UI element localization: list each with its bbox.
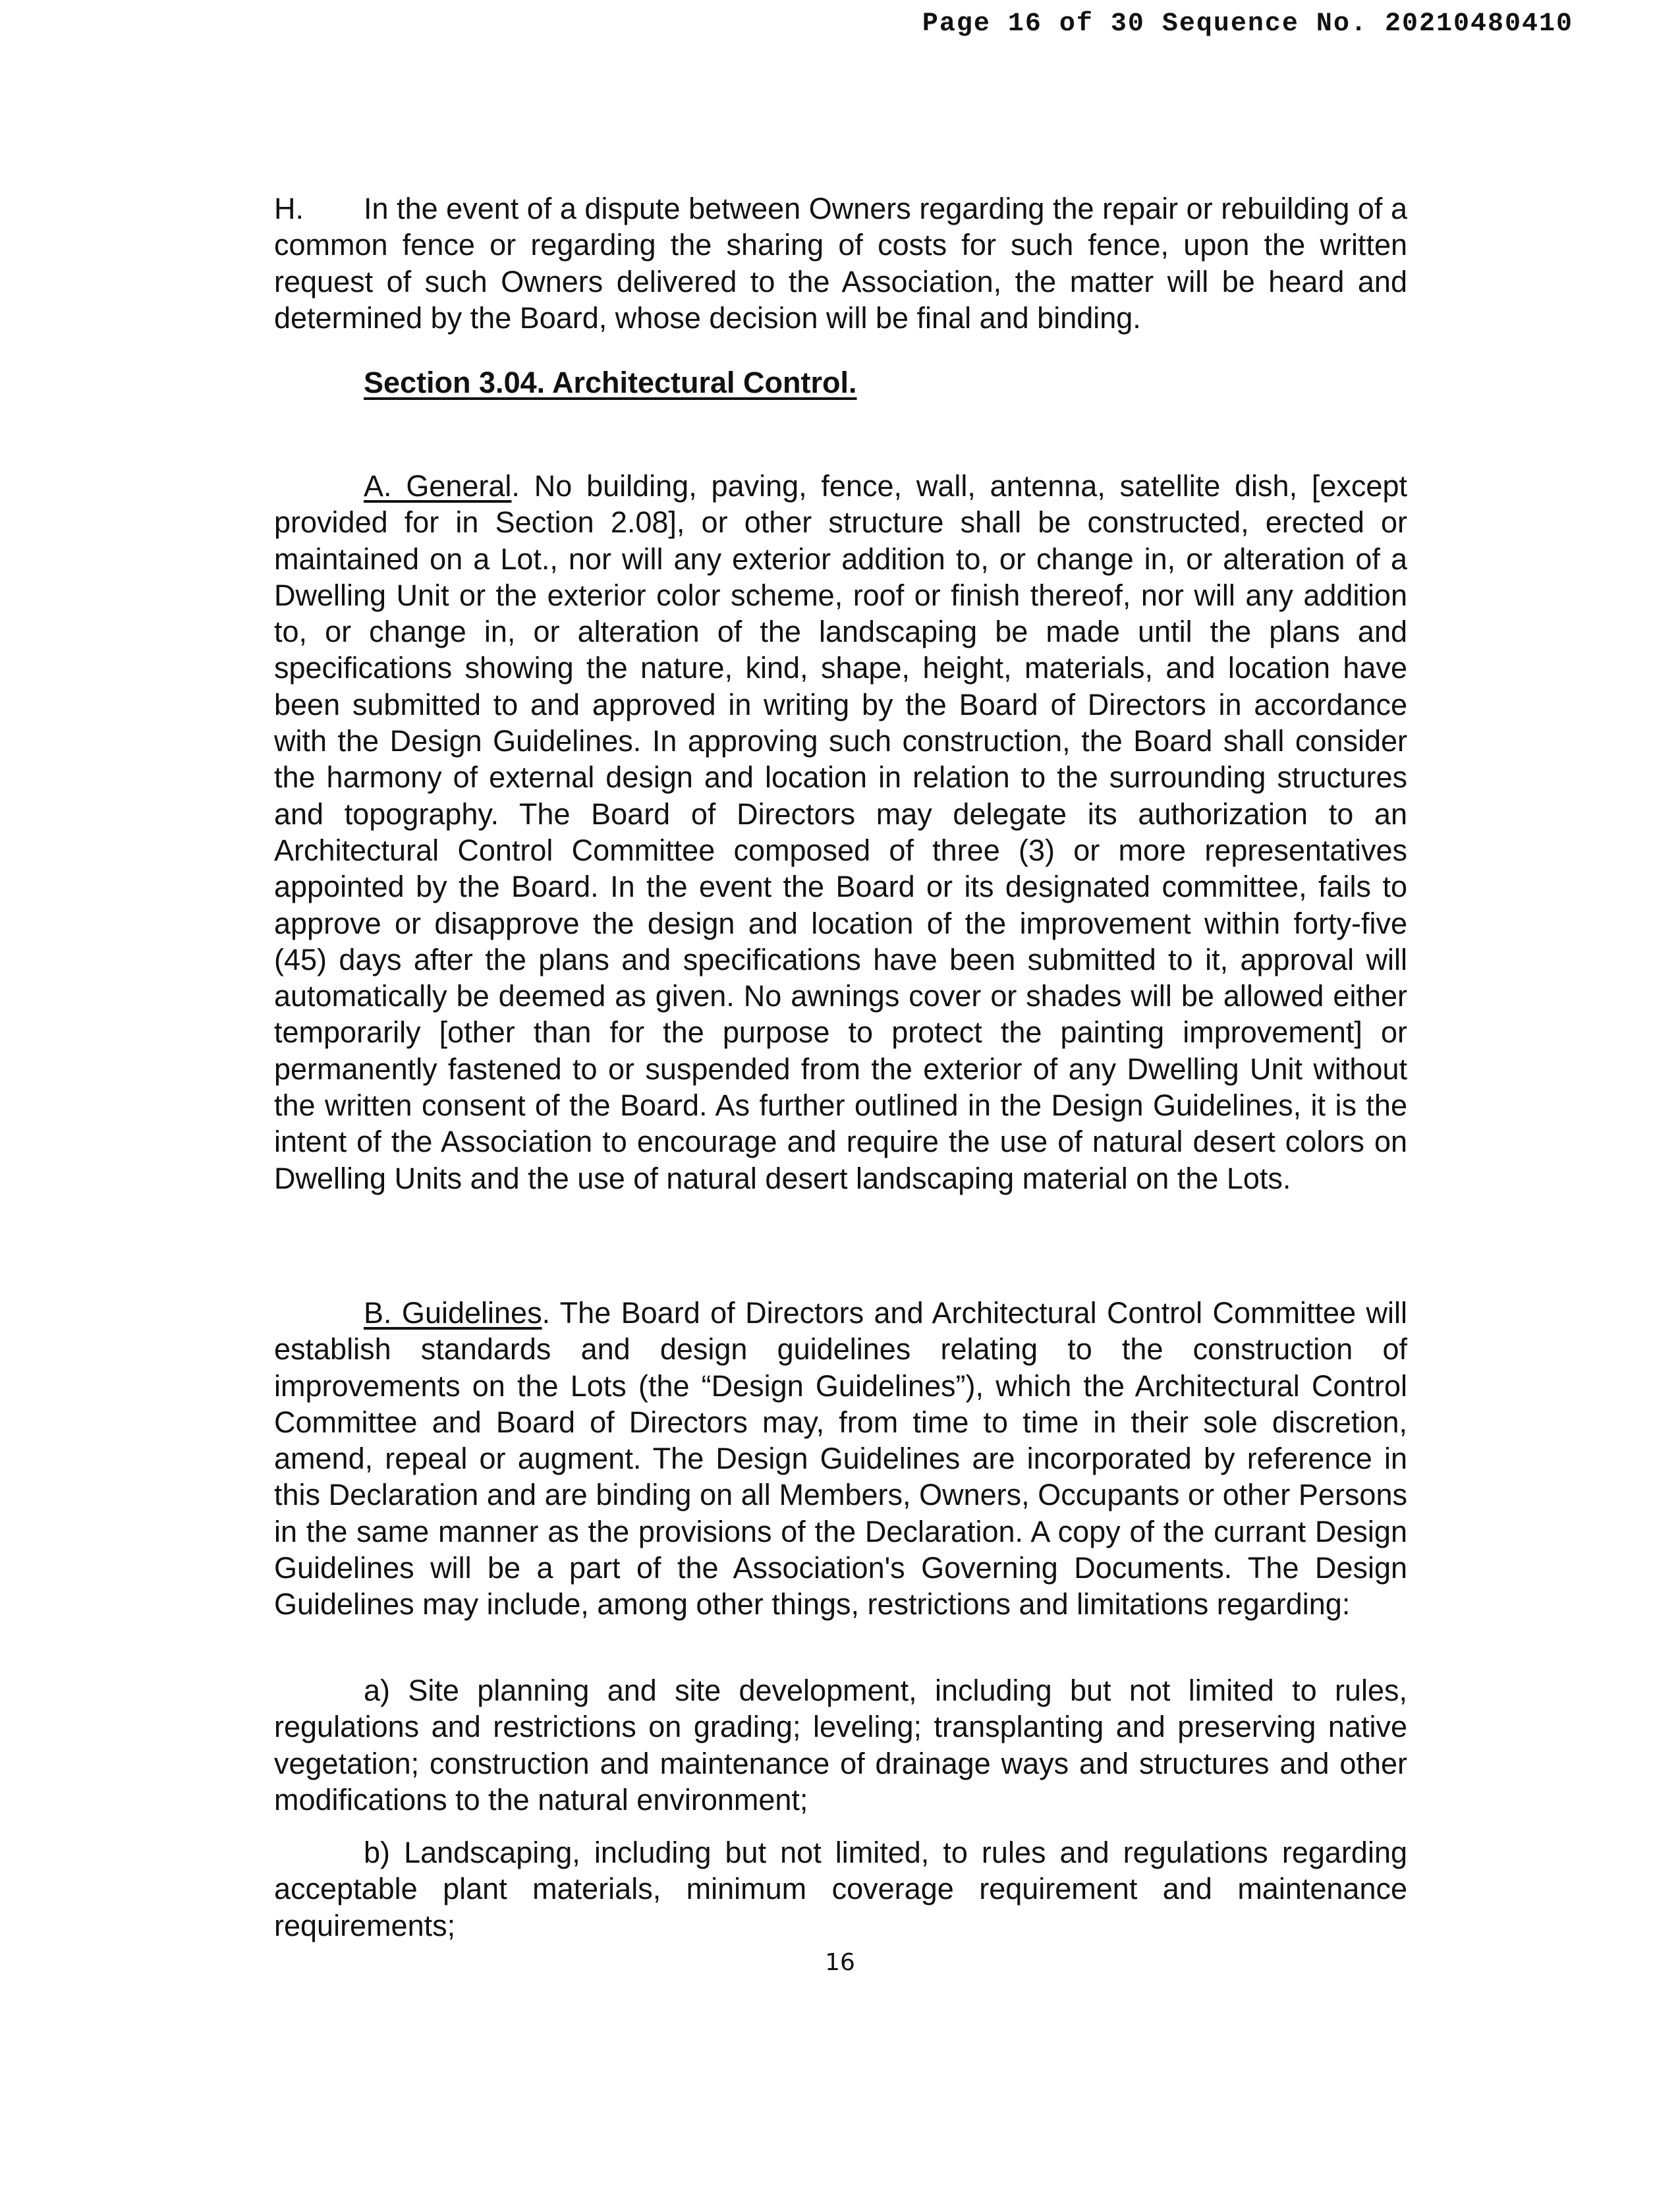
page-header: Page 16 of 30 Sequence No. 20210480410 xyxy=(922,9,1573,39)
paragraph-h-marker: H. xyxy=(274,192,304,225)
section-heading: Section 3.04. Architectural Control. xyxy=(364,366,857,399)
paragraph-a-text: . No building, paving, fence, wall, antenna, satellite dish, [except provided for in Section 2.08], or other structure shall be constructed, erected or maintained on a Lot., nor will any exterior addition to, or change in, or alteration of a Dwelling Unit or the exterior color scheme, roof or finish thereof, nor will any addition to, or change in, or alteration of the landscaping be made until the plans and specifications showing the nature, kind, shape, height, materials, and location have been submitted to and approved in writing by the Board of Directors in accordance with the Design Guidelines. In approving such construction, the Board shall consider the harmony of external design and location in relation to the surrounding structures and topography. The Board of Directors may delegate its authorization to an Architectural Control Committee composed of three (3) or more representatives appointed by the Board. In the event the Board or its designated committee, fails to approve or disapprove the design and location of the improvement within forty-five (45) days after the plans and specifications have been submitted to it, approval will automatically be deemed as given. No awnings cover or shades will be allowed either temporarily [other than for the purpose to protect the painting improvement] or permanently fastened to or suspended from the exterior of any Dwelling Unit without the written consent of the Board. As further outlined in the Design Guidelines, it is the intent of the Association to encourage and require the use of natural desert colors on Dwelling Units and the use of natural desert landscaping material on the Lots. xyxy=(274,469,1407,1195)
paragraph-b-text: . The Board of Directors and Architectural Control Committee will establish standards and design guidelines relating to the construction of improvements on the Lots (the “Design Guidelines”), which the Architectural Control Committee and Board of Directors may, from time to time in their sole discretion, amend, repeal or augment. The Design Guidelines are incorporated by reference in this Declaration and are binding on all Members, Owners, Occupants or other Persons in the same manner as the provisions of the Declaration. A copy of the currant Design Guidelines will be a part of the Association's Governing Documents. The Design Guidelines may include, among other things, restrictions and limitations regarding: xyxy=(274,1296,1407,1622)
paragraph-a-title: A. General xyxy=(364,469,512,503)
list-item-a: a) Site planning and site development, including but not limited to rules, regulations and restrictions on grading; leveling; transplanting and preserving native vegetation; construction and maintenance of drainage ways and structures and other modifications to the natural environment; xyxy=(274,1674,1407,1817)
paragraph-b-title: B. Guidelines xyxy=(364,1296,542,1330)
page-number: 16 xyxy=(825,1949,855,1976)
paragraph-a xyxy=(274,468,1407,1197)
paragraph-h-text: In the event of a dispute between Owners regarding the repair or rebuilding of a common fence or regarding the sharing of costs for such fence, upon the written request of such Owners delivered to the Association, the matter will be heard and determined by the Board, whose decision will be final and binding. xyxy=(274,192,1407,335)
paragraph-h xyxy=(274,190,1407,336)
list-item-b: b) Landscaping, including but not limited, to rules and regulations regarding acceptable plant materials, minimum coverage requirement and maintenance requirements; xyxy=(274,1836,1407,1942)
paragraph-b xyxy=(274,1295,1407,1623)
